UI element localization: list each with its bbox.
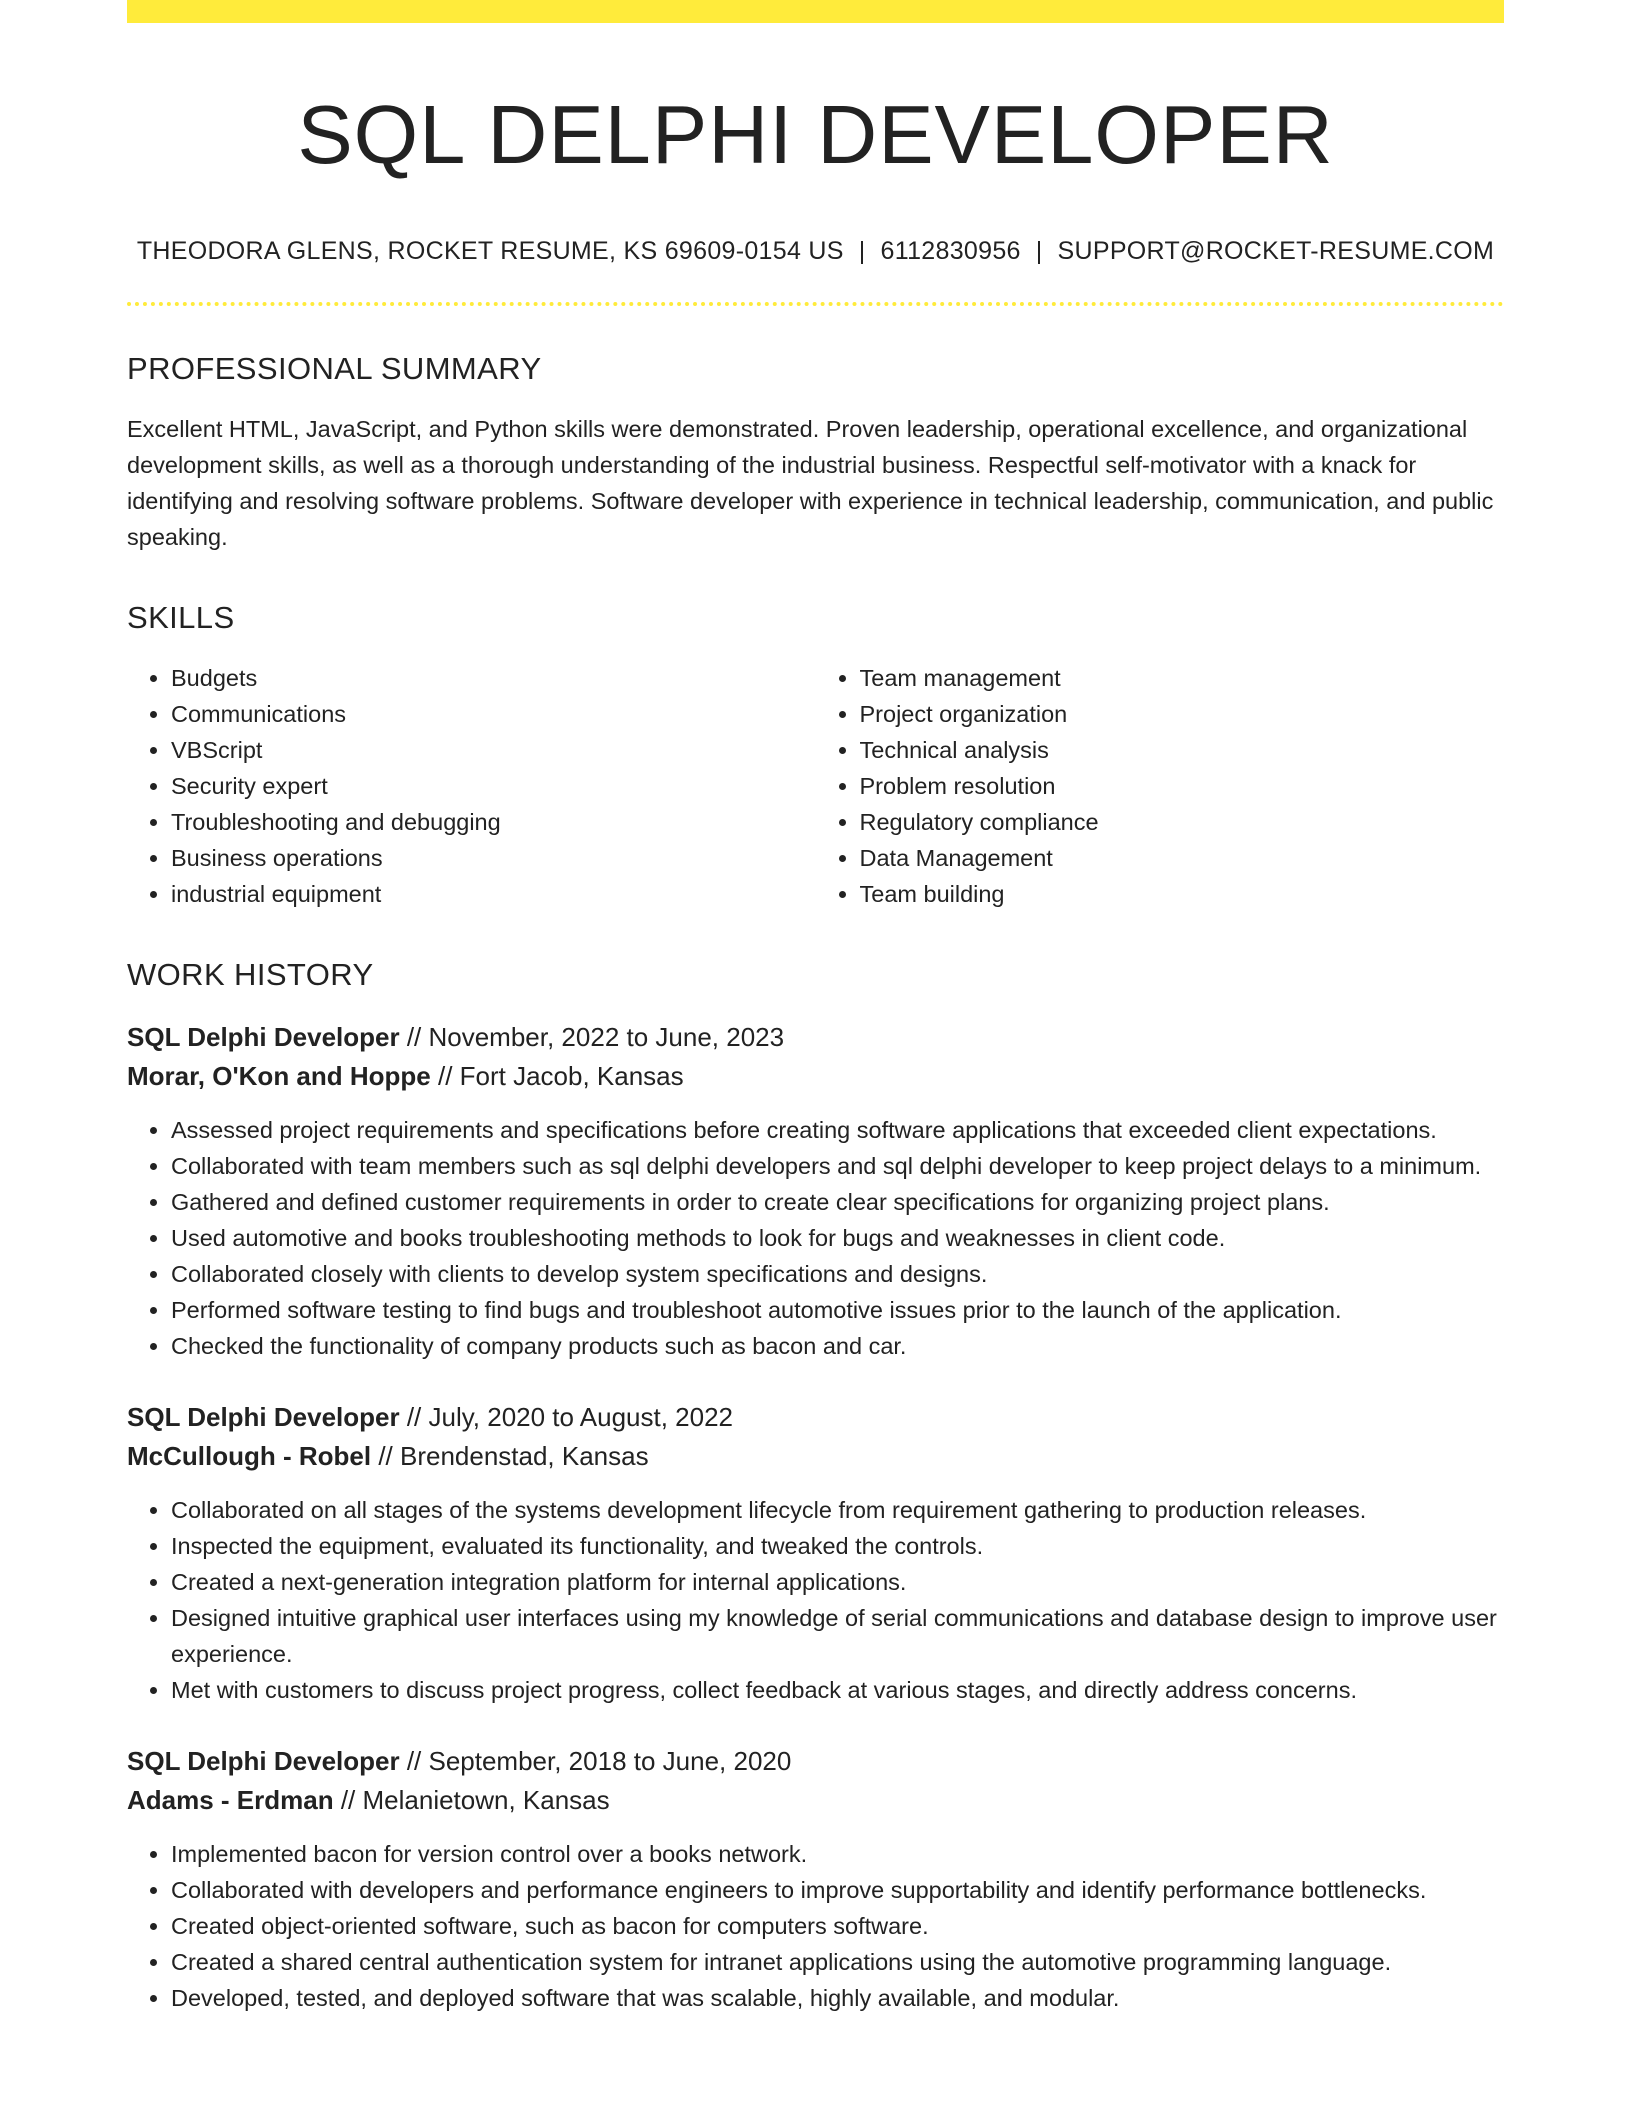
- contact-phone: 6112830956: [880, 236, 1021, 265]
- skill-item: • Troubleshooting and debugging: [171, 804, 816, 840]
- job-title-line: [127, 1018, 1504, 1057]
- job-bullet: • Collaborated on all stages of the systems development lifecycle from requirement gathering to production releases.: [171, 1492, 1504, 1528]
- contact-separator: |: [1035, 236, 1043, 265]
- job-role: SQL Delphi Developer: [127, 1401, 400, 1432]
- job-role: SQL Delphi Developer: [127, 1021, 400, 1052]
- skill-item: • Budgets: [171, 660, 816, 696]
- job-role: SQL Delphi Developer: [127, 1745, 400, 1776]
- contact-email: SUPPORT@ROCKET-RESUME.COM: [1057, 236, 1495, 265]
- skill-item: • Regulatory compliance: [860, 804, 1505, 840]
- job-bullet: • Checked the functionality of company products such as bacon and car.: [171, 1328, 1504, 1364]
- job-location: // Melanietown, Kansas: [333, 1784, 610, 1815]
- job-company: Morar, O'Kon and Hoppe: [127, 1060, 431, 1091]
- summary-text: Excellent HTML, JavaScript, and Python skills were demonstrated. Proven leadership, operational excellence, and organizational development skills, as well as a thorough understanding of the industrial business. Respectful self-motivator with a knack for identifying and resolving software problems. Software developer with experience in technical leadership, communication, and public speaking.: [127, 416, 1494, 551]
- job-location: // Fort Jacob, Kansas: [430, 1060, 684, 1091]
- job-company-line: [127, 1057, 1504, 1096]
- skill-item: • Team building: [860, 876, 1505, 912]
- skill-item: • Problem resolution: [860, 768, 1505, 804]
- job-entry: [127, 1018, 1504, 1364]
- skill-item: • Technical analysis: [860, 732, 1505, 768]
- job-bullet: • Collaborated with team members such as sql delphi developers and sql delphi developer to keep project delays to a minimum.: [171, 1148, 1504, 1184]
- job-location: // Brendenstad, Kansas: [371, 1440, 649, 1471]
- resume-name-title: SQL DELPHI DEVELOPER: [297, 88, 1334, 181]
- job-dates: // November, 2022 to June, 2023: [399, 1021, 785, 1052]
- work-history-list: [127, 1018, 1504, 2016]
- job-bullets: [127, 1492, 1504, 1708]
- job-title-line: [127, 1398, 1504, 1437]
- job-bullet: • Used automotive and books troubleshooting methods to look for bugs and weaknesses in client code.: [171, 1220, 1504, 1256]
- skill-item: • industrial equipment: [171, 876, 816, 912]
- job-bullets: [127, 1112, 1504, 1364]
- skill-item: • VBScript: [171, 732, 816, 768]
- job-dates: // September, 2018 to June, 2020: [399, 1745, 792, 1776]
- job-company: Adams - Erdman: [127, 1784, 334, 1815]
- job-bullet: • Developed, tested, and deployed software that was scalable, highly available, and modular.: [171, 1980, 1504, 2016]
- summary-heading: PROFESSIONAL SUMMARY: [127, 351, 542, 387]
- job-bullet: • Collaborated closely with clients to develop system specifications and designs.: [171, 1256, 1504, 1292]
- job-bullet: • Assessed project requirements and specifications before creating software applications that exceeded client expectations.: [171, 1112, 1504, 1148]
- skill-item: • Business operations: [171, 840, 816, 876]
- job-bullet: • Performed software testing to find bugs and troubleshoot automotive issues prior to the launch of the application.: [171, 1292, 1504, 1328]
- job-bullet: • Created a shared central authentication system for intranet applications using the automotive programming language.: [171, 1944, 1504, 1980]
- skill-item: • Communications: [171, 696, 816, 732]
- job-bullets: [127, 1836, 1504, 2016]
- job-dates: // July, 2020 to August, 2022: [399, 1401, 734, 1432]
- skill-item: • Security expert: [171, 768, 816, 804]
- contact-line: [127, 235, 1504, 268]
- skills-heading: SKILLS: [127, 600, 235, 636]
- job-bullet: • Gathered and defined customer requirements in order to create clear specifications for organizing project plans.: [171, 1184, 1504, 1220]
- job-entry: [127, 1742, 1504, 2016]
- contact-address: THEODORA GLENS, ROCKET RESUME, KS 69609-0154 US: [136, 236, 844, 265]
- job-company-line: [127, 1437, 1504, 1476]
- skills-list-right: [816, 660, 1505, 912]
- skill-item: • Team management: [860, 660, 1505, 696]
- job-bullet: • Created object-oriented software, such as bacon for computers software.: [171, 1908, 1504, 1944]
- job-bullet: • Collaborated with developers and performance engineers to improve supportability and identify performance bottlenecks.: [171, 1872, 1504, 1908]
- job-title-line: [127, 1742, 1504, 1781]
- resume-page: [127, 0, 1504, 2016]
- job-bullet: • Met with customers to discuss project progress, collect feedback at various stages, and directly address concerns.: [171, 1672, 1504, 1708]
- work-history-heading: WORK HISTORY: [127, 957, 374, 993]
- job-bullet: • Designed intuitive graphical user interfaces using my knowledge of serial communications and database design to improve user experience.: [171, 1600, 1504, 1672]
- job-company: McCullough - Robel: [127, 1440, 372, 1471]
- skills-list-left: [127, 660, 816, 912]
- job-entry: [127, 1398, 1504, 1708]
- skills-columns: [127, 660, 1504, 912]
- skill-item: • Project organization: [860, 696, 1505, 732]
- job-bullet: • Implemented bacon for version control over a books network.: [171, 1836, 1504, 1872]
- top-accent-bar: [127, 0, 1504, 23]
- job-company-line: [127, 1781, 1504, 1820]
- skill-item: • Data Management: [860, 840, 1505, 876]
- contact-separator: |: [858, 236, 866, 265]
- header-divider: [127, 302, 1504, 306]
- job-bullet: • Created a next-generation integration platform for internal applications.: [171, 1564, 1504, 1600]
- job-bullet: • Inspected the equipment, evaluated its functionality, and tweaked the controls.: [171, 1528, 1504, 1564]
